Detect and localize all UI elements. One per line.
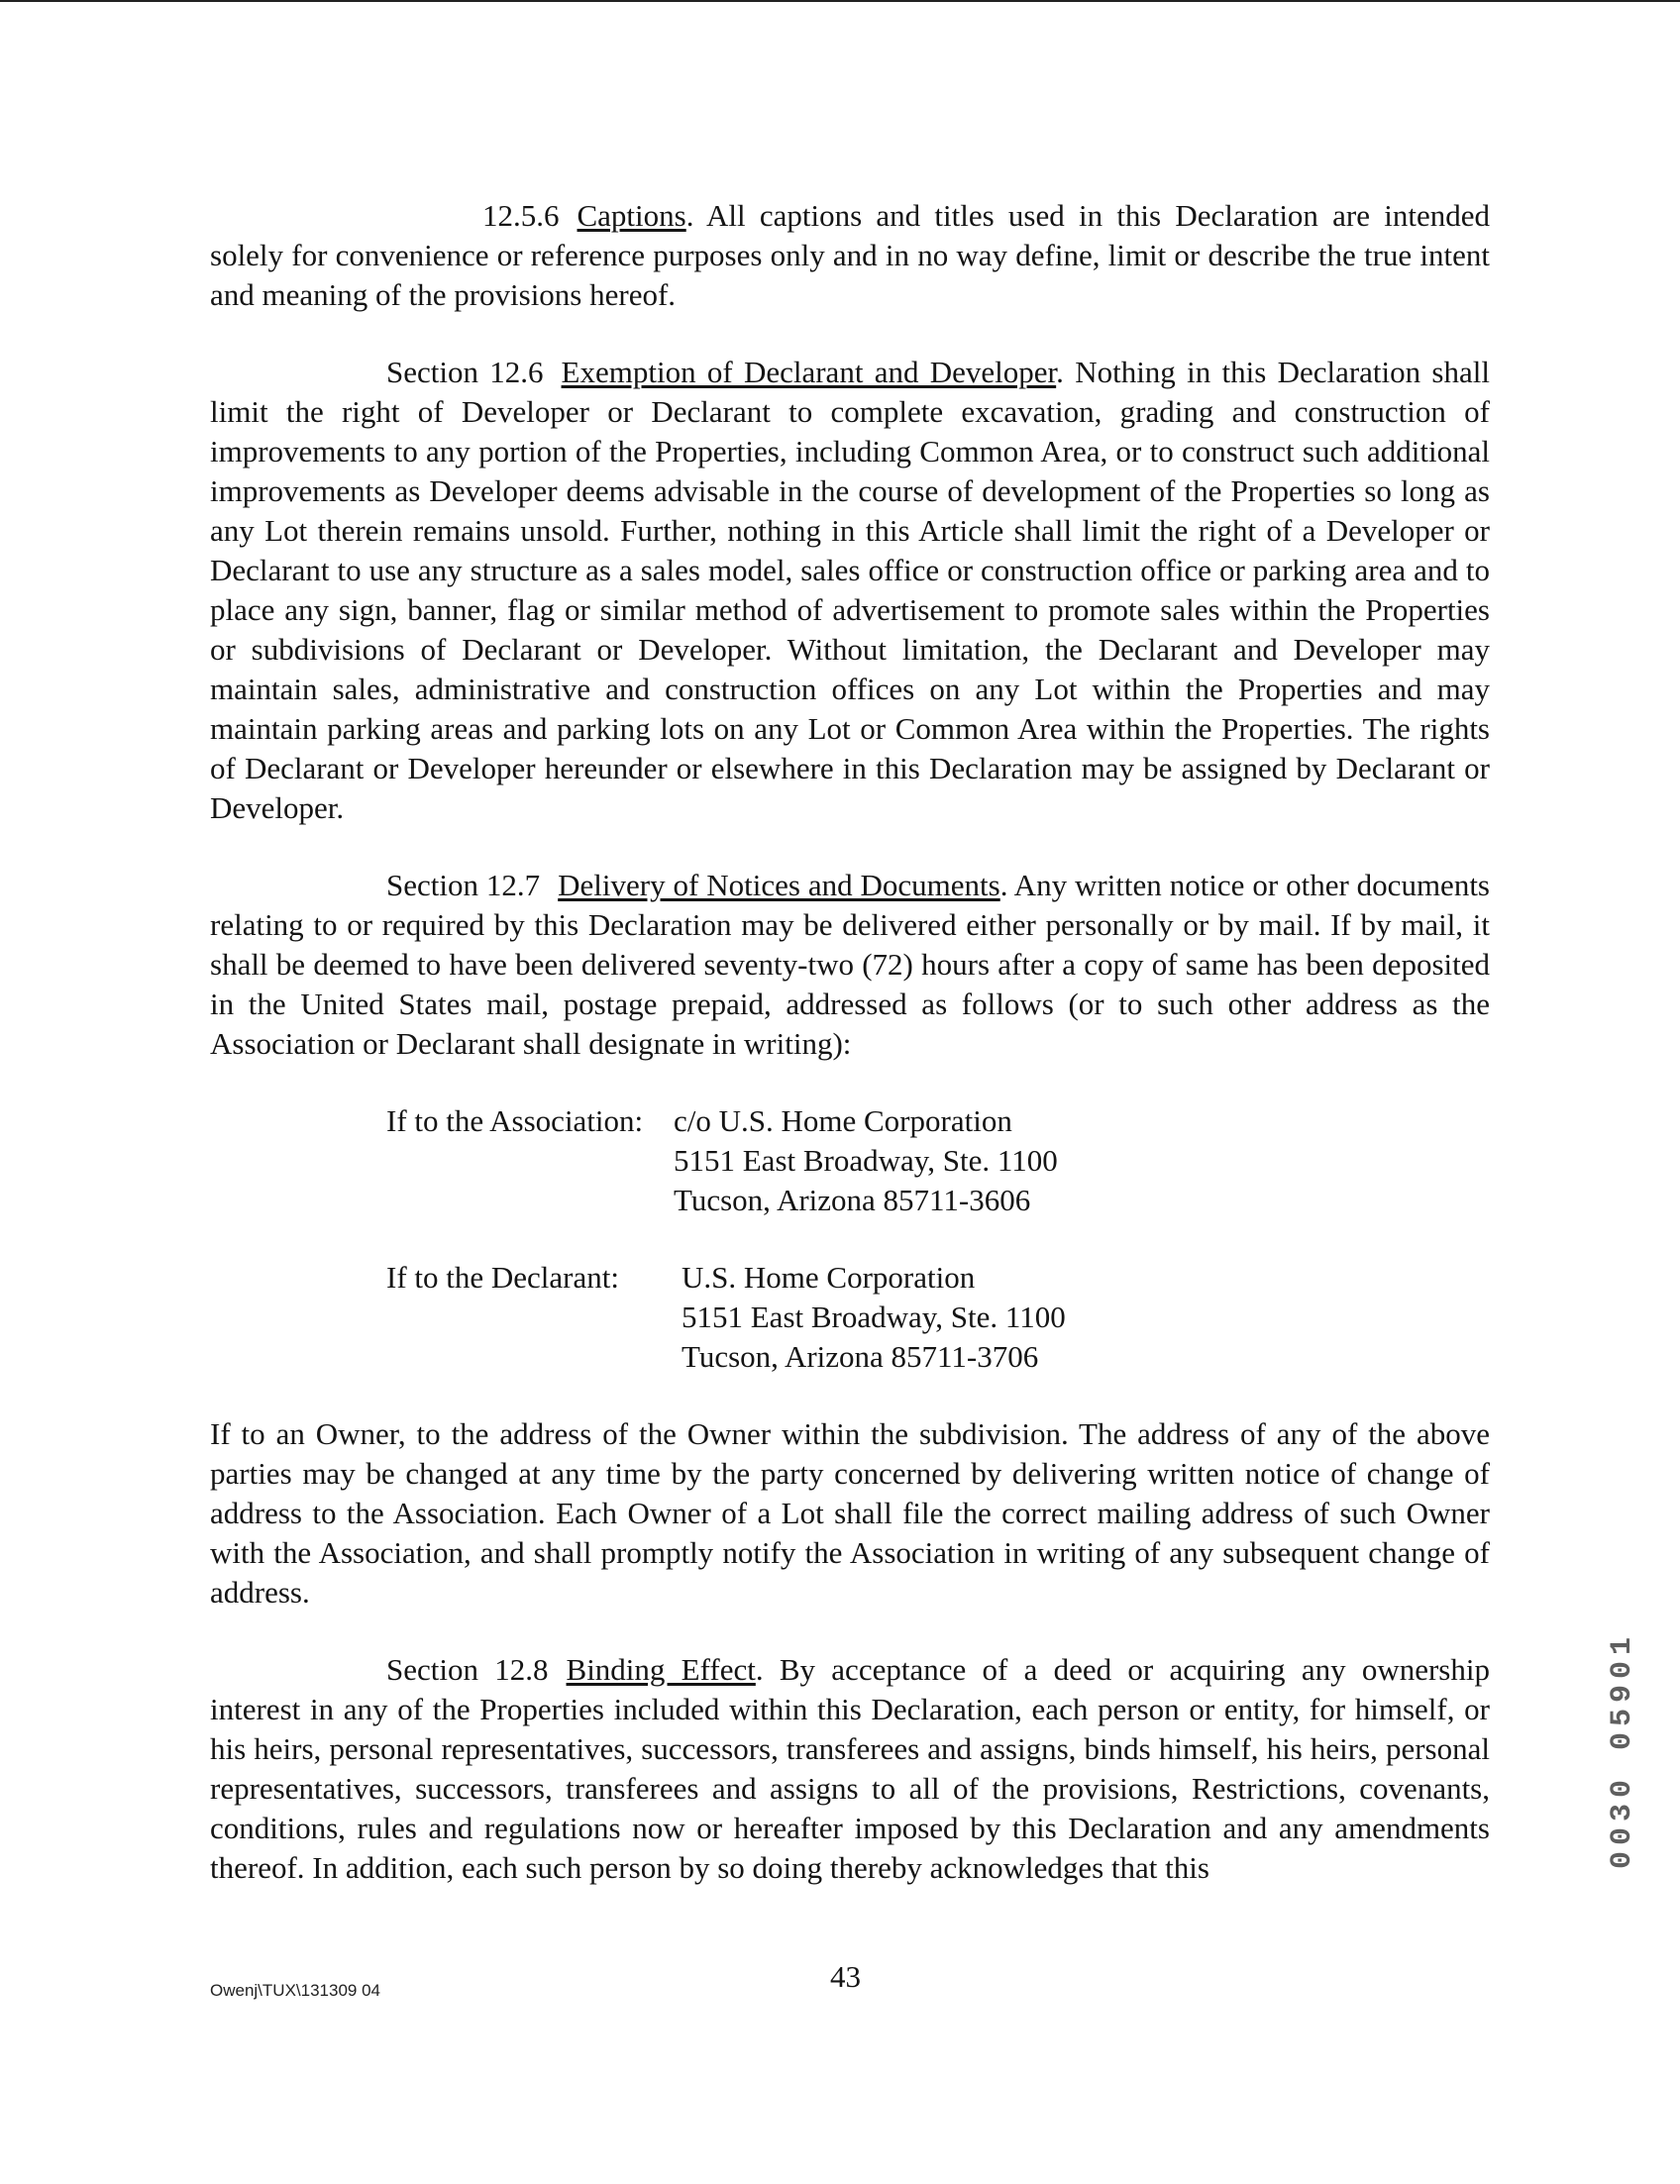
address-lines (682, 1258, 1066, 1377)
section-text: If to an Owner, to the address of the Owner within the subdivision. The address of any of the above parties may be changed at any time by the party concerned by delivering written notice of change of address to the Association. Each Owner of a Lot shall file the correct mailing address of such Owner with the Association, and shall promptly notify the Association in writing of any subsequent change of address. (210, 1416, 1490, 1610)
paragraph-notices (210, 866, 1490, 1064)
section-number: Section 12.6 (386, 355, 544, 389)
paragraph-captions (210, 196, 1490, 315)
side-stamp (1603, 1570, 1642, 1931)
top-edge-line (0, 0, 1680, 2)
address-block (210, 1101, 1490, 1377)
address-line: c/o U.S. Home Corporation (674, 1103, 1012, 1138)
address-line: 5151 East Broadway, Ste. 1100 (674, 1143, 1058, 1178)
section-heading: Binding Effect (566, 1652, 756, 1687)
page-number: 43 (830, 1959, 861, 1994)
address-declarant (210, 1258, 1490, 1377)
address-association (210, 1101, 1490, 1220)
address-lines (674, 1101, 1058, 1220)
paragraph-owner-notice (210, 1414, 1490, 1612)
section-text: . All captions and titles used in this Declaration are intended solely for convenience or reference purposes only and in no way define, limit or describe the true intent and meaning of the provisions hereof. (210, 198, 1490, 312)
footer-file-reference: Owenj\TUX\131309 04 (210, 1981, 380, 2000)
section-heading: Exemption of Declarant and Developer (561, 355, 1057, 389)
side-stamp-number: 0030 05901 (1606, 1630, 1639, 1870)
address-line: Tucson, Arizona 85711-3606 (674, 1183, 1031, 1217)
paragraph-binding (210, 1650, 1490, 1888)
paragraph-exemption (210, 353, 1490, 828)
section-heading: Delivery of Notices and Documents (558, 868, 1000, 902)
document-body (210, 196, 1490, 1925)
section-heading: Captions (577, 198, 686, 233)
section-number: Section 12.8 (386, 1652, 549, 1687)
section-text: . By acceptance of a deed or acquiring any ownership interest in any of the Properties included within this Declaration, each person or entity, for himself, or his heirs, personal representatives, successors, transferees and assigns, binds himself, his heirs, personal representatives, successors, transferees and assigns to all of the provisions, Restrictions, covenants, conditions, rules and regulations now or hereafter imposed by this Declaration and any amendments thereof. In addition, each such person by so doing thereby acknowledges that this (210, 1652, 1490, 1885)
section-number: Section 12.7 (386, 868, 541, 902)
section-text: . Nothing in this Declaration shall limit the right of Developer or Declarant to complete excavation, grading and construction of improvements to any portion of the Properties, including Common Area, or to construct such additional improvements as Developer deems advisable in the course of development of the Properties so long as any Lot therein remains unsold. Further, nothing in this Article shall limit the right of a Developer or Declarant to use any structure as a sales model, sales office or construction office or parking area and to place any sign, banner, flag or similar method of advertisement to promote sales within the Properties or subdivisions of Declarant or Developer. Without limitation, the Declarant and Developer may maintain sales, administrative and construction offices on any Lot within the Properties and may maintain parking areas and parking lots on any Lot or Common Area within the Properties. The rights of Declarant or Developer hereunder or elsewhere in this Declaration may be assigned by Declarant or Developer. (210, 355, 1490, 825)
section-text: . Any written notice or other documents relating to or required by this Declaration may be delivered either personally or by mail. If by mail, it shall be deemed to have been delivered seventy-two (72) hours after a copy of same has been deposited in the United States mail, postage prepaid, addressed as follows (or to such other address as the Association or Declarant shall designate in writing): (210, 868, 1490, 1061)
address-line: Tucson, Arizona 85711-3706 (682, 1339, 1039, 1374)
address-line: U.S. Home Corporation (682, 1260, 976, 1295)
section-number: 12.5.6 (482, 198, 560, 233)
address-label: If to the Association: (386, 1103, 644, 1138)
address-line: 5151 East Broadway, Ste. 1100 (682, 1300, 1066, 1334)
address-label: If to the Declarant: (386, 1260, 619, 1295)
